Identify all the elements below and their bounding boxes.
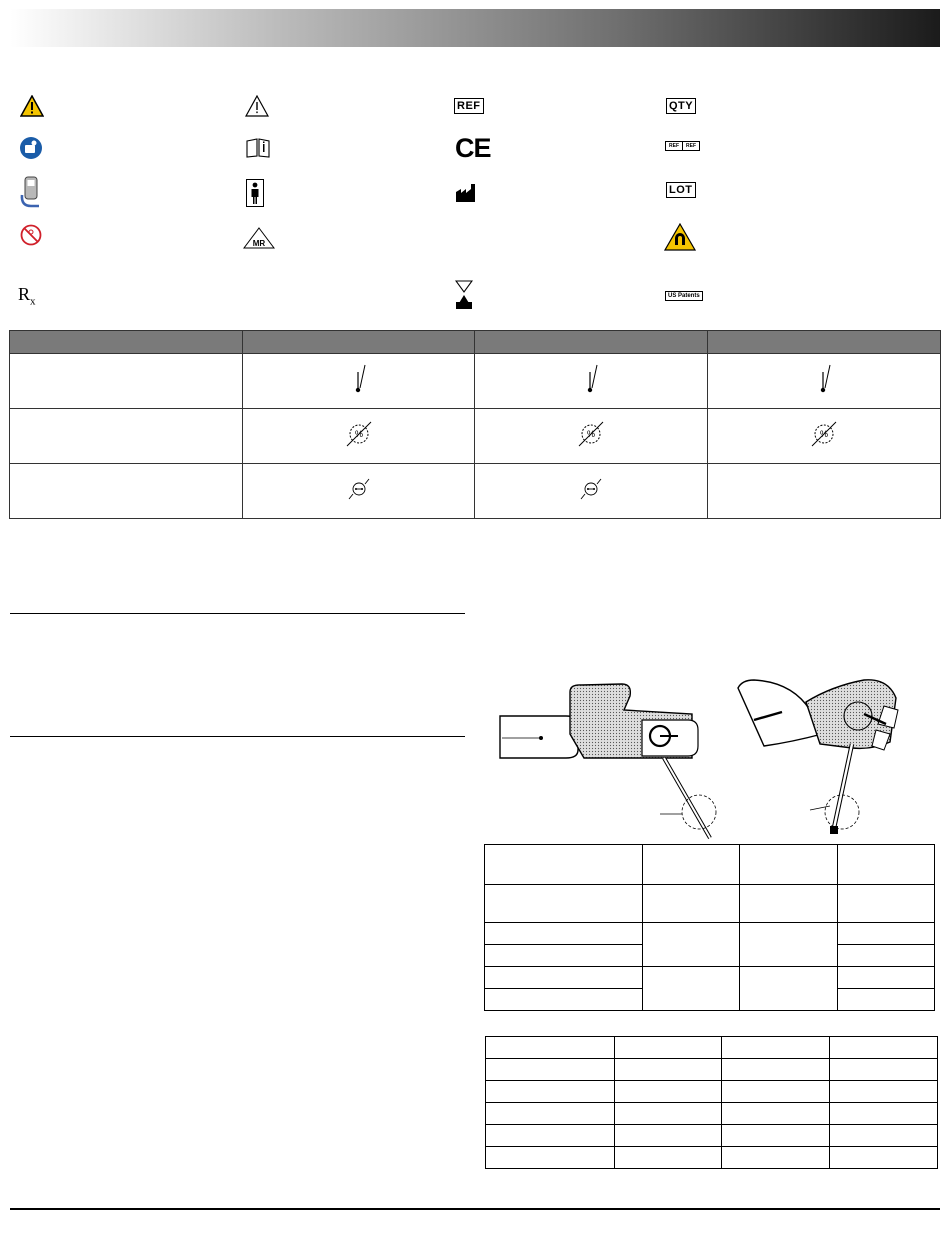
- warning-icon: [20, 95, 44, 117]
- table-cell: [614, 1103, 722, 1125]
- sensor-left: [500, 684, 716, 838]
- rx-r: R: [18, 284, 31, 304]
- ref-icon: REF: [454, 98, 484, 114]
- table-cell: [485, 945, 643, 967]
- qty-icon: QTY: [666, 98, 696, 114]
- mr-label: MR: [252, 239, 266, 248]
- table-cell: [837, 967, 934, 989]
- table-row: [486, 1081, 938, 1103]
- table-cell: [830, 1125, 938, 1147]
- humidity-percent: %: [820, 428, 829, 439]
- env-cell: [475, 409, 708, 464]
- table-cell: [830, 1059, 938, 1081]
- footer-rule: [10, 1208, 940, 1210]
- table-cell: [830, 1103, 938, 1125]
- env-row-temperature: [10, 354, 941, 409]
- table-cell: [614, 1059, 722, 1081]
- env-row-humidity: [10, 409, 941, 464]
- env-cell: [242, 354, 475, 409]
- section-rule: [10, 613, 465, 614]
- humidity-limit-icon: [576, 419, 606, 449]
- table-cell: [830, 1037, 938, 1059]
- us-patents-icon: US Patents: [665, 291, 703, 301]
- lot-icon: LOT: [666, 182, 696, 198]
- table-cell: [485, 989, 643, 1011]
- table-cell: [740, 885, 837, 923]
- env-cell: [242, 409, 475, 464]
- table-cell: [837, 923, 934, 945]
- not-made-with-latex-icon: [20, 224, 42, 246]
- table-row: [485, 967, 935, 989]
- table-cell: [722, 1103, 830, 1125]
- table-cell: [486, 1081, 615, 1103]
- env-label-cell: [10, 354, 243, 409]
- env-cell: [242, 464, 475, 519]
- env-cell: [708, 354, 941, 409]
- table-cell: [722, 1147, 830, 1169]
- env-cell: [708, 464, 941, 519]
- table-cell: [722, 1037, 830, 1059]
- env-cell: [708, 409, 941, 464]
- single-patient-use-icon: [246, 179, 264, 207]
- table-row: [486, 1059, 938, 1081]
- table-row: [485, 845, 935, 885]
- humidity-limit-icon: [809, 419, 839, 449]
- table-cell-merged: [740, 967, 837, 1011]
- table-row: [485, 923, 935, 945]
- header-gradient-bar: [10, 9, 940, 47]
- table-cell: [614, 1125, 722, 1147]
- sensor-illustration: [492, 672, 932, 844]
- env-header-cell: [242, 331, 475, 354]
- table-cell: [837, 989, 934, 1011]
- sensor-specification-table: [484, 844, 935, 1011]
- table-cell: [837, 945, 934, 967]
- table-row: [486, 1103, 938, 1125]
- ref-pair-left: REF: [665, 141, 683, 151]
- ce-mark-icon: CE: [455, 133, 491, 163]
- ref-pair-right: REF: [683, 141, 700, 151]
- table-cell: [722, 1125, 830, 1147]
- temperature-limit-icon: [351, 364, 367, 394]
- table-cell: [486, 1103, 615, 1125]
- table-cell: [485, 967, 643, 989]
- humidity-percent: %: [587, 428, 596, 439]
- table-cell: [740, 845, 837, 885]
- table-cell: [642, 845, 739, 885]
- env-cell: [475, 464, 708, 519]
- table-cell-merged: [740, 923, 837, 967]
- env-header-cell: [708, 331, 941, 354]
- rx-only-icon: [18, 285, 36, 311]
- follow-instructions-icon: [19, 136, 43, 160]
- caution-icon: [245, 95, 269, 117]
- manufacturer-icon: [455, 183, 479, 203]
- table-cell-merged: [642, 923, 739, 967]
- table-cell: [614, 1081, 722, 1103]
- table-cell: [486, 1125, 615, 1147]
- table-cell: [486, 1059, 615, 1081]
- table-cell: [485, 845, 643, 885]
- sensor-right: [738, 680, 898, 834]
- monitor-compatible-icon: [19, 175, 45, 209]
- env-header-cell: [10, 331, 243, 354]
- env-label-cell: [10, 464, 243, 519]
- table-row: [485, 885, 935, 923]
- table-cell: [642, 885, 739, 923]
- ref-pair-icon: [665, 141, 700, 151]
- env-header-cell: [475, 331, 708, 354]
- table-cell: [722, 1081, 830, 1103]
- table-cell: [614, 1147, 722, 1169]
- table-row: [486, 1147, 938, 1169]
- atmospheric-pressure-icon: [580, 478, 602, 500]
- env-table-header: [10, 331, 941, 354]
- table-cell: [837, 885, 934, 923]
- table-cell: [486, 1147, 615, 1169]
- section-rule: [10, 736, 465, 737]
- table-cell: [614, 1037, 722, 1059]
- table-cell: [485, 923, 643, 945]
- use-by-icon: [455, 280, 473, 310]
- mr-conditional-icon: [243, 227, 275, 249]
- table-row: [486, 1125, 938, 1147]
- table-cell-merged: [642, 967, 739, 1011]
- table-cell: [830, 1081, 938, 1103]
- table-cell: [486, 1037, 615, 1059]
- env-cell: [475, 354, 708, 409]
- atmospheric-pressure-icon: [348, 478, 370, 500]
- rx-x: x: [30, 295, 36, 308]
- env-label-cell: [10, 409, 243, 464]
- humidity-percent: %: [354, 428, 363, 439]
- temperature-limit-icon: [816, 364, 832, 394]
- table-cell: [830, 1147, 938, 1169]
- env-row-pressure: [10, 464, 941, 519]
- humidity-limit-icon: [344, 419, 374, 449]
- table-row: [486, 1037, 938, 1059]
- table-cell: [722, 1059, 830, 1081]
- environmental-limits-table: [9, 330, 941, 519]
- temperature-limit-icon: [583, 364, 599, 394]
- table-cell: [837, 845, 934, 885]
- magnetic-field-warning-icon: [664, 223, 696, 251]
- consult-instructions-icon: [246, 138, 270, 158]
- table-cell: [485, 885, 643, 923]
- compatibility-table: [485, 1036, 938, 1169]
